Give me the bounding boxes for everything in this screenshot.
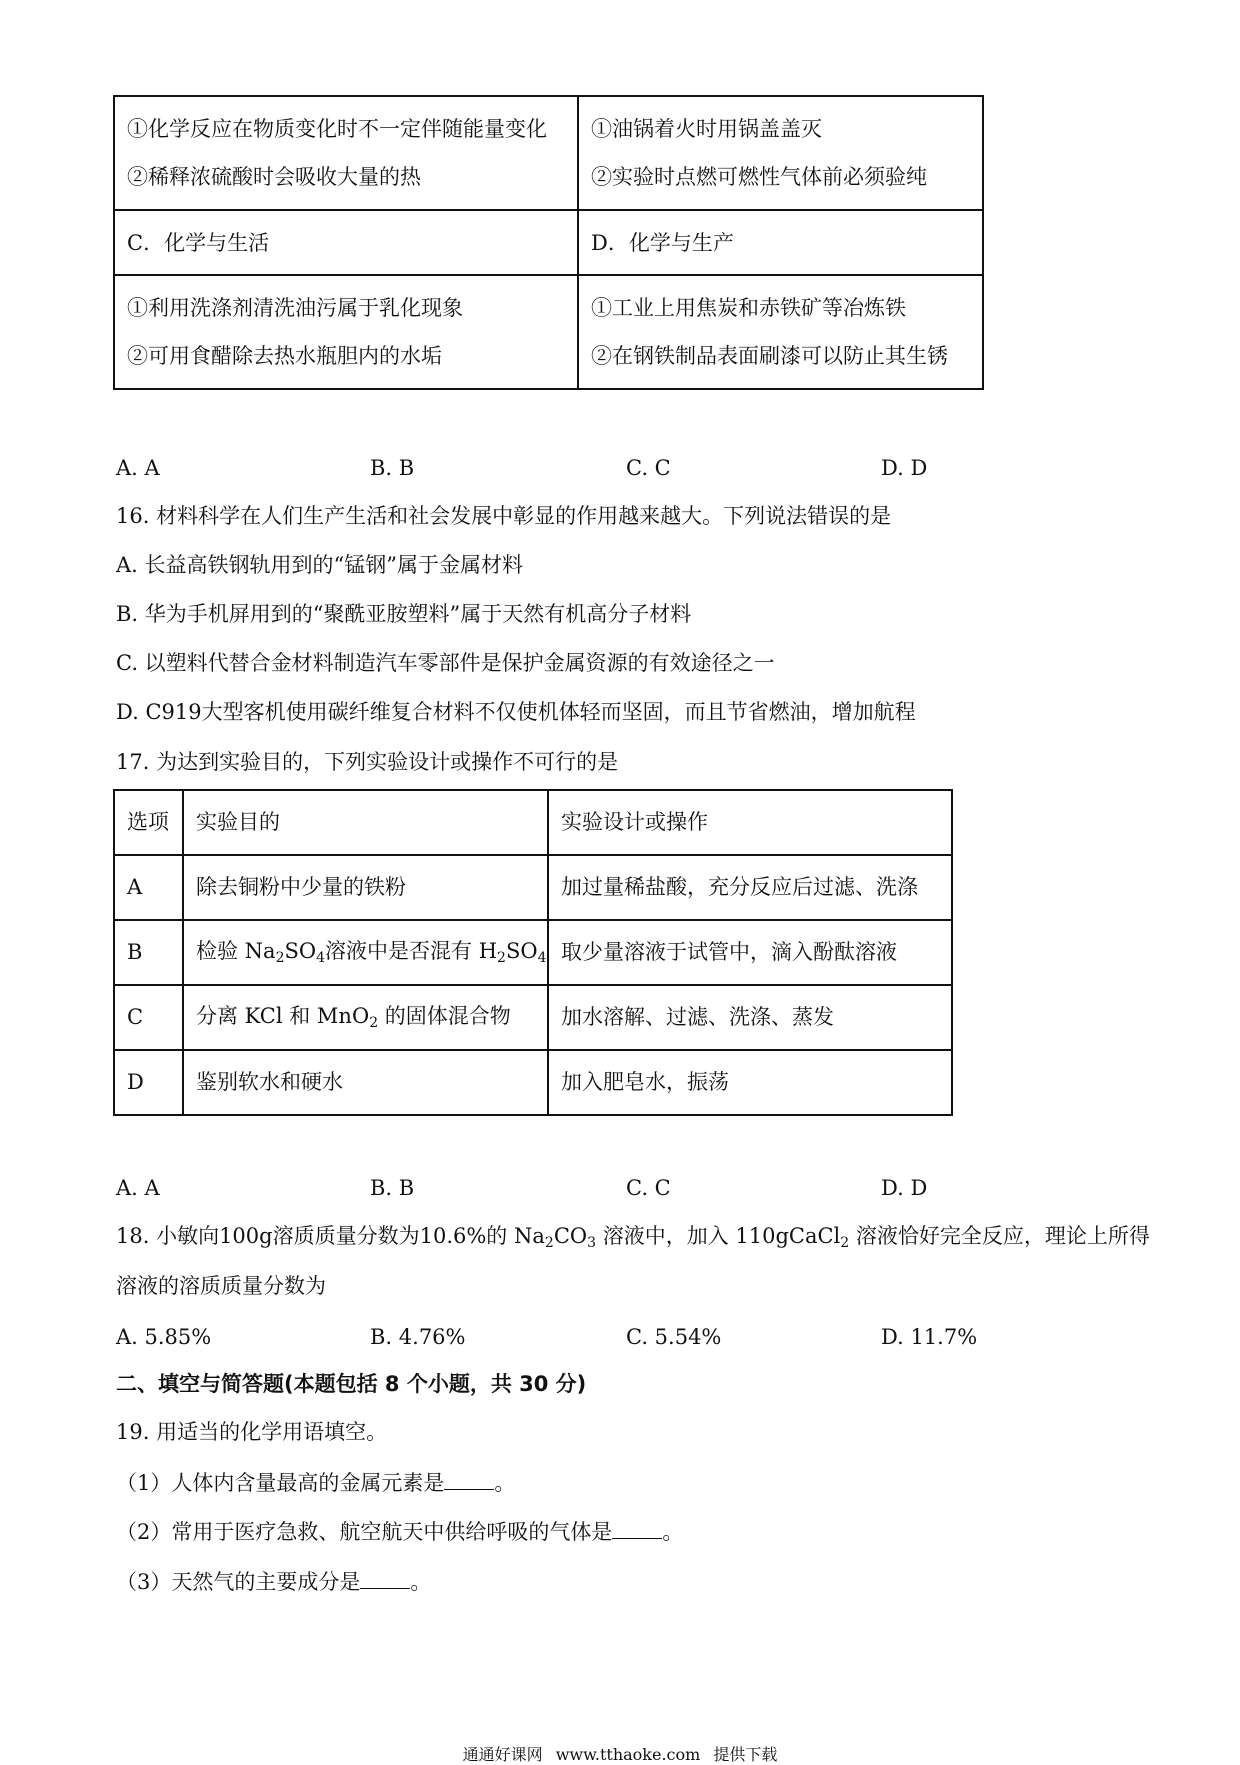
table-row <box>114 1050 952 1115</box>
text: 溶液中是否混有 H <box>325 938 498 963</box>
table-cell-text: ②稀释浓硫酸时会吸收大量的热 <box>127 165 421 189</box>
table-cell-text: D．化学与生产 <box>591 230 734 255</box>
table-cell-text: ②实验时点燃可燃性气体前必须验纯 <box>591 165 927 189</box>
q16-option-c[interactable]: C. 以塑料代替合金材料制造汽车零部件是保护金属资源的有效途径之一 <box>116 651 775 675</box>
table-row <box>114 985 952 1050</box>
answer-blank[interactable] <box>360 1570 410 1589</box>
q16-option-a[interactable]: A. 长益高铁钢轨用到的“锰钢”属于金属材料 <box>116 553 523 577</box>
q19-item-3 <box>116 1570 431 1593</box>
q19-item-1 <box>116 1471 515 1494</box>
table-cell-text: C．化学与生活 <box>127 230 270 255</box>
q18-stem <box>116 1226 1150 1250</box>
text: CO <box>553 1224 588 1248</box>
q19-stem: 19. 用适当的化学用语填空。 <box>116 1420 388 1444</box>
header-option: 选项 <box>114 790 183 855</box>
footer-site-name: 通通好课网 <box>462 1745 543 1764</box>
text: （1）人体内含量最高的金属元素是 <box>116 1471 445 1495</box>
table-row <box>114 275 983 389</box>
option-a[interactable]: A. A <box>116 456 160 480</box>
table-row <box>114 210 983 275</box>
q16-stem: 16. 材料科学在人们生产生活和社会发展中彰显的作用越来越大。下列说法错误的是 <box>116 504 892 528</box>
q17-options <box>116 1176 1016 1202</box>
text: 分离 KCl 和 MnO <box>196 1003 370 1028</box>
option-d[interactable]: D. D <box>881 1176 928 1200</box>
text: 。 <box>494 1471 516 1495</box>
table-cell-text: ①利用洗涤剂清洗油污属于乳化现象 <box>127 296 463 320</box>
text: 溶液恰好完全反应，理论上所得 <box>849 1224 1150 1248</box>
table-row <box>114 920 952 985</box>
option-b[interactable]: B. 4.76% <box>370 1325 466 1349</box>
text: 检验 Na <box>196 938 276 963</box>
row-operation: 加水溶解、过滤、洗涤、蒸发 <box>548 985 952 1050</box>
answer-blank[interactable] <box>612 1520 662 1539</box>
table-row <box>114 96 983 210</box>
table-header-row <box>114 790 952 855</box>
row-option: C <box>114 985 183 1050</box>
row-aim <box>183 985 548 1050</box>
text: 溶液中，加入 110gCaCl <box>596 1224 841 1248</box>
experiment-table <box>113 789 953 1116</box>
text: （2）常用于医疗急救、航空航天中供给呼吸的气体是 <box>116 1520 613 1544</box>
option-b[interactable]: B. B <box>370 456 415 480</box>
row-option: D <box>114 1050 183 1115</box>
row-aim <box>183 920 548 985</box>
subscript: 2 <box>840 1235 850 1251</box>
row-operation: 取少量溶液于试管中，滴入酚酞溶液 <box>548 920 952 985</box>
table-cell-text: ①油锅着火时用锅盖盖灭 <box>591 117 822 141</box>
footer-url[interactable]: www.tthaoke.com <box>555 1745 701 1764</box>
row-operation: 加过量稀盐酸，充分反应后过滤、洗涤 <box>548 855 952 920</box>
text: SO <box>505 938 538 963</box>
text: 18. 小敏向100g溶质质量分数为10.6%的 Na <box>116 1224 545 1248</box>
text: 。 <box>662 1520 684 1544</box>
text: （3）天然气的主要成分是 <box>116 1570 361 1594</box>
header-aim: 实验目的 <box>183 790 548 855</box>
header-operation: 实验设计或操作 <box>548 790 952 855</box>
subscript: 2 <box>544 1235 554 1251</box>
row-aim: 除去铜粉中少量的铁粉 <box>183 855 548 920</box>
row-operation: 加入肥皂水，振荡 <box>548 1050 952 1115</box>
q17-stem: 17. 为达到实验目的，下列实验设计或操作不可行的是 <box>116 750 619 774</box>
row-option: B <box>114 920 183 985</box>
section-title: 二、填空与简答题(本题包括 8 个小题，共 30 分) <box>116 1372 587 1396</box>
q16-option-d[interactable]: D. C919大型客机使用碳纤维复合材料不仅使机体轻而坚固，而且节省燃油，增加航程 <box>116 700 916 724</box>
option-a[interactable]: A. 5.85% <box>116 1325 212 1349</box>
subscript: 2 <box>369 1014 379 1031</box>
row-option: A <box>114 855 183 920</box>
table-cell-text: ①工业上用焦炭和赤铁矿等冶炼铁 <box>591 296 906 320</box>
option-c[interactable]: C. C <box>626 1176 671 1200</box>
subscript: 4 <box>316 949 326 966</box>
text: SO <box>284 938 317 963</box>
table-cell-text: ②可用食醋除去热水瓶胆内的水垢 <box>127 344 442 368</box>
option-c[interactable]: C. 5.54% <box>626 1325 722 1349</box>
q19-item-2 <box>116 1520 683 1543</box>
answer-blank[interactable] <box>444 1471 494 1490</box>
text: 。 <box>410 1570 432 1594</box>
subscript: 4 <box>537 949 547 966</box>
option-c[interactable]: C. C <box>626 456 671 480</box>
q18-options <box>116 1325 1016 1351</box>
q18-stem-line2: 溶液的溶质质量分数为 <box>116 1274 326 1298</box>
q15-options <box>116 456 1016 482</box>
option-a[interactable]: A. A <box>116 1176 160 1200</box>
option-b[interactable]: B. B <box>370 1176 415 1200</box>
footer-suffix: 提供下载 <box>713 1745 778 1764</box>
table-cell-text: ①化学反应在物质变化时不一定伴随能量变化 <box>127 117 547 141</box>
row-aim: 鉴别软水和硬水 <box>183 1050 548 1115</box>
subscript: 3 <box>587 1235 597 1251</box>
text: 的固体混合物 <box>378 1003 511 1028</box>
option-d[interactable]: D. 11.7% <box>881 1325 978 1349</box>
subscript: 2 <box>275 949 285 966</box>
table-row <box>114 855 952 920</box>
table-cell-text: ②在钢铁制品表面刷漆可以防止其生锈 <box>591 344 948 368</box>
q16-option-b[interactable]: B. 华为手机屏用到的“聚酰亚胺塑料”属于天然有机高分子材料 <box>116 602 692 626</box>
knowledge-table <box>113 95 984 390</box>
option-d[interactable]: D. D <box>881 456 928 480</box>
subscript: 2 <box>497 949 506 966</box>
